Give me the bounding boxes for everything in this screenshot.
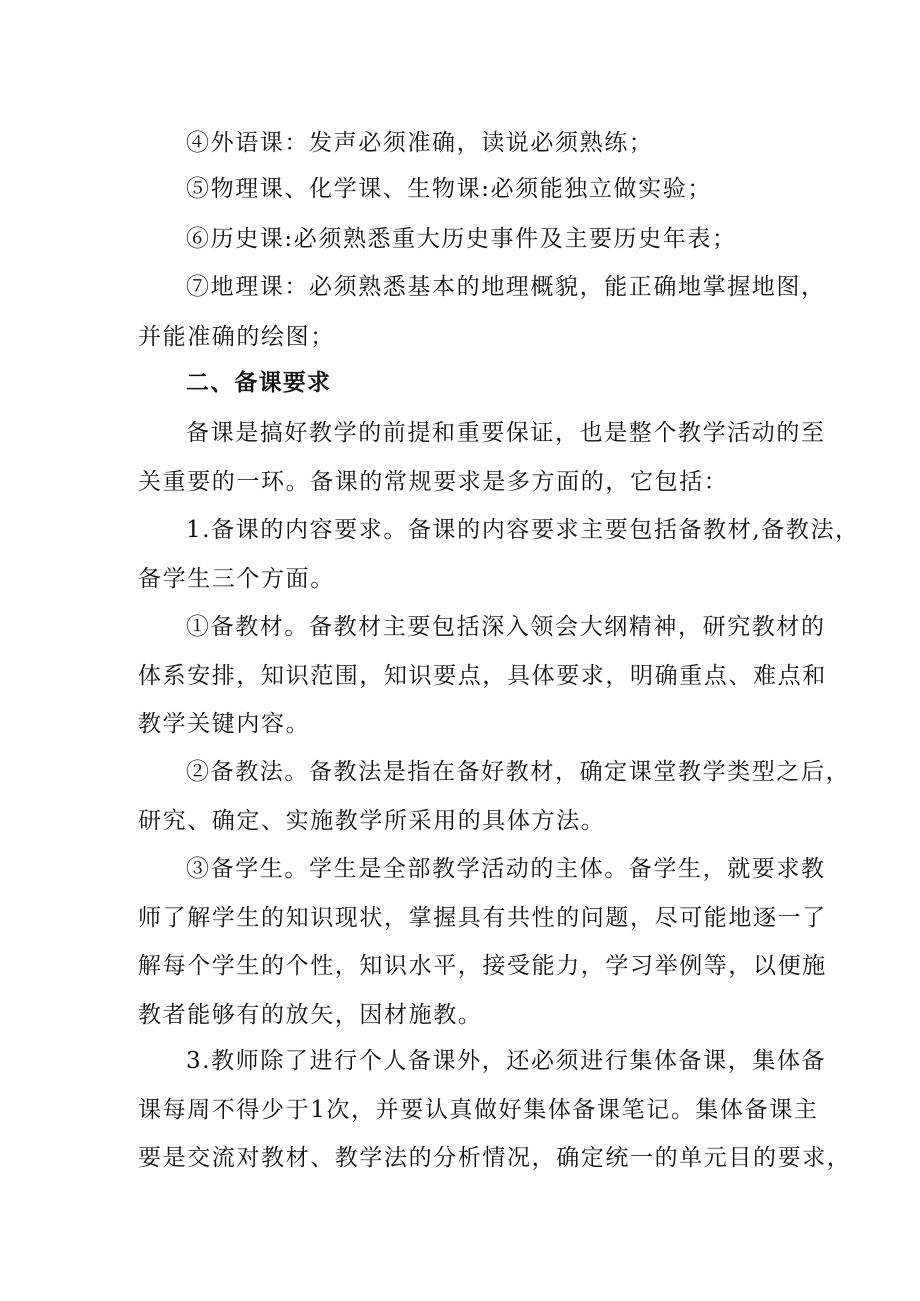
method-prep-line-2: 研究、确定、实施教学所采用的具体方法。 [138, 808, 606, 834]
group-prep-line-3: 要是交流对教材、教学法的分析情况，确定统一的单元目的要求， [138, 1145, 852, 1171]
student-prep-line-3: 解每个学生的个性，知识水平，接受能力，学习举例等，以便施 [138, 953, 827, 979]
student-prep-line-4: 教者能够有的放矢，因材施教。 [138, 1002, 483, 1028]
point-1-line-2: 备学生三个方面。 [138, 566, 335, 592]
textbook-prep-line-1: ①备教材。备教材主要包括深入领会大纲精神，研究教材的 [186, 614, 826, 640]
group-prep-line-2: 课每周不得少于1次，并要认真做好集体备课笔记。集体备课主 [138, 1097, 819, 1123]
textbook-prep-line-3: 教学关键内容。 [138, 711, 311, 737]
intro-line-2: 关重要的一环。备课的常规要求是多方面的，它包括： [138, 469, 729, 495]
group-prep-line-1: 3.教师除了进行个人备课外，还必须进行集体备课，集体备 [186, 1048, 827, 1074]
section-heading: 二、备课要求 [186, 370, 332, 396]
science-requirement: ⑤物理课、化学课、生物课:必须能独立做实验； [186, 176, 712, 202]
student-prep-line-1: ③备学生。学生是全部教学活动的主体。备学生，就要求教 [186, 856, 826, 882]
method-prep-line-1: ②备教法。备教法是指在备好教材，确定课堂教学类型之后， [186, 759, 851, 785]
textbook-prep-line-2: 体系安排，知识范围，知识要点，具体要求，明确重点、难点和 [138, 663, 827, 689]
history-requirement: ⑥历史课:必须熟悉重大历史事件及主要历史年表； [186, 226, 737, 252]
foreign-language-requirement: ④外语课：发声必须准确，读说必须熟练； [186, 130, 654, 156]
student-prep-line-2: 师了解学生的知识现状，掌握具有共性的问题，尽可能地逐一了 [138, 905, 827, 931]
intro-line-1: 备课是搞好教学的前提和重要保证，也是整个教学活动的至 [186, 420, 826, 446]
geography-requirement-line2: 并能准确的绘图； [138, 324, 335, 350]
geography-requirement-line1: ⑦地理课：必须熟悉基本的地理概貌，能正确地掌握地图， [186, 274, 826, 300]
point-1-line-1: 1.备课的内容要求。备课的内容要求主要包括备教材,备教法， [186, 517, 860, 543]
